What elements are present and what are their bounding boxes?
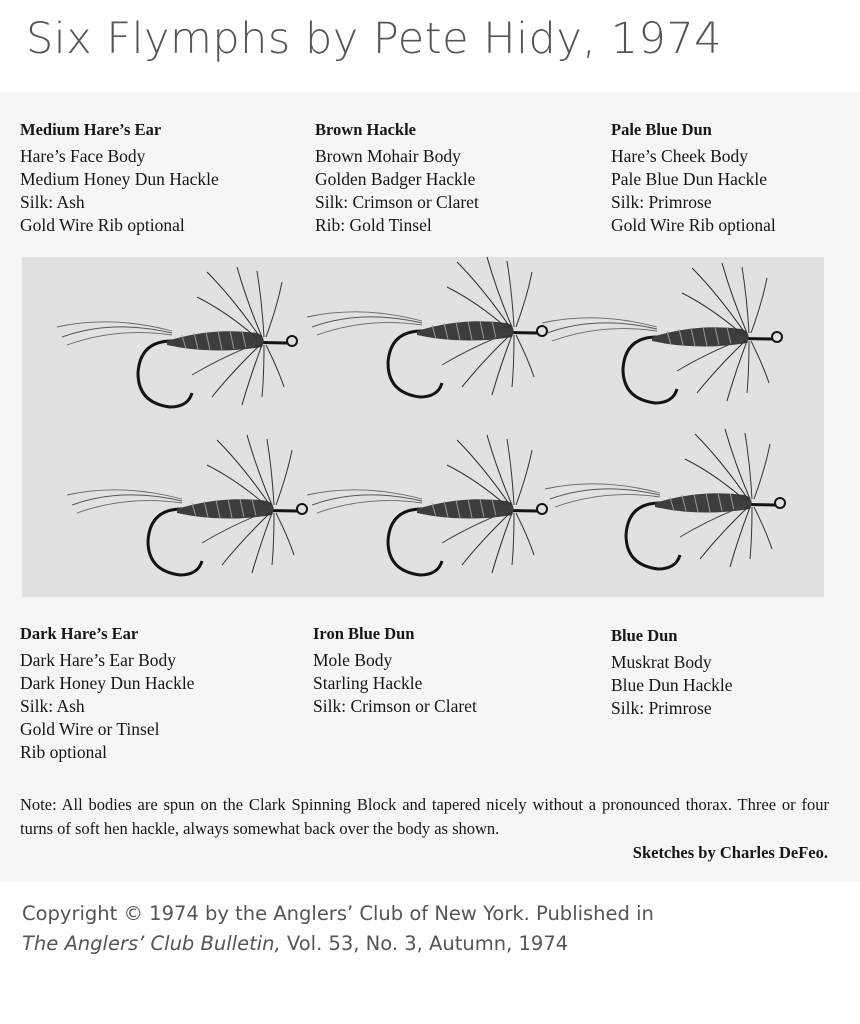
fly-iron-blue-dun [307, 435, 547, 575]
recipe-line: Dark Hare’s Ear Body [20, 650, 176, 670]
recipe-line: Rib optional [20, 742, 108, 762]
recipe-dark-hares-ear [20, 622, 194, 764]
recipe-line: Mole Body [313, 650, 393, 670]
fly-blue-dun [545, 429, 785, 569]
recipe-medium-hares-ear [20, 118, 219, 237]
fly-medium-hares-ear [57, 267, 297, 407]
recipe-line: Dark Honey Dun Hackle [20, 673, 195, 693]
publication-details: Vol. 53, No. 3, Autumn, 1974 [280, 932, 569, 955]
page-title: Six Flymphs by Pete Hidy, 1974 [26, 14, 723, 64]
recipe-line: Silk: Ash [20, 192, 85, 212]
copyright-notice [22, 899, 654, 959]
recipe-line: Silk: Primrose [611, 192, 712, 212]
recipe-pale-blue-dun [611, 118, 776, 237]
recipe-line: Gold Wire Rib optional [20, 215, 185, 235]
recipe-name: Iron Blue Dun [313, 624, 415, 643]
recipe-line: Rib: Gold Tinsel [315, 215, 432, 235]
copyright-line: Copyright © 1974 by the Anglers’ Club of New York. Published in [22, 902, 654, 925]
recipe-line: Hare’s Face Body [20, 146, 146, 166]
recipe-brown-hackle [315, 118, 479, 237]
recipe-name: Medium Hare’s Ear [20, 120, 162, 139]
recipe-line: Gold Wire or Tinsel [20, 719, 160, 739]
recipe-line: Blue Dun Hackle [611, 675, 733, 695]
recipe-line: Pale Blue Dun Hackle [611, 169, 767, 189]
publication-title: The Anglers’ Club Bulletin, [22, 932, 281, 955]
recipe-line: Hare’s Cheek Body [611, 146, 749, 166]
fly-brown-hackle [307, 257, 547, 397]
recipe-line: Muskrat Body [611, 652, 712, 672]
recipe-name: Blue Dun [611, 626, 678, 645]
recipe-line: Golden Badger Hackle [315, 169, 476, 189]
tying-note: Note: All bodies are spun on the Clark Spinning Block and tapered nicely without a pronounced thorax. Three or four turns of soft hen hackle, always somewhat back over the body as shown. [20, 795, 829, 838]
publication-line [22, 929, 654, 959]
recipe-name: Pale Blue Dun [611, 120, 712, 139]
recipe-line: Starling Hackle [313, 673, 423, 693]
recipe-line: Silk: Crimson or Claret [313, 696, 477, 716]
recipe-name: Dark Hare’s Ear [20, 624, 139, 643]
recipe-name: Brown Hackle [315, 120, 416, 139]
recipe-line: Medium Honey Dun Hackle [20, 169, 219, 189]
fly-dark-hares-ear [67, 435, 307, 575]
recipe-blue-dun [611, 624, 733, 720]
fly-pale-blue-dun [542, 263, 782, 403]
recipe-iron-blue-dun [313, 622, 477, 718]
recipe-line: Gold Wire Rib optional [611, 215, 776, 235]
recipe-line: Silk: Primrose [611, 698, 712, 718]
recipe-line: Silk: Ash [20, 696, 85, 716]
flies-illustration [22, 257, 824, 597]
recipe-line: Silk: Crimson or Claret [315, 192, 479, 212]
recipe-line: Brown Mohair Body [315, 146, 461, 166]
sketch-credit: Sketches by Charles DeFeo. [632, 843, 828, 862]
